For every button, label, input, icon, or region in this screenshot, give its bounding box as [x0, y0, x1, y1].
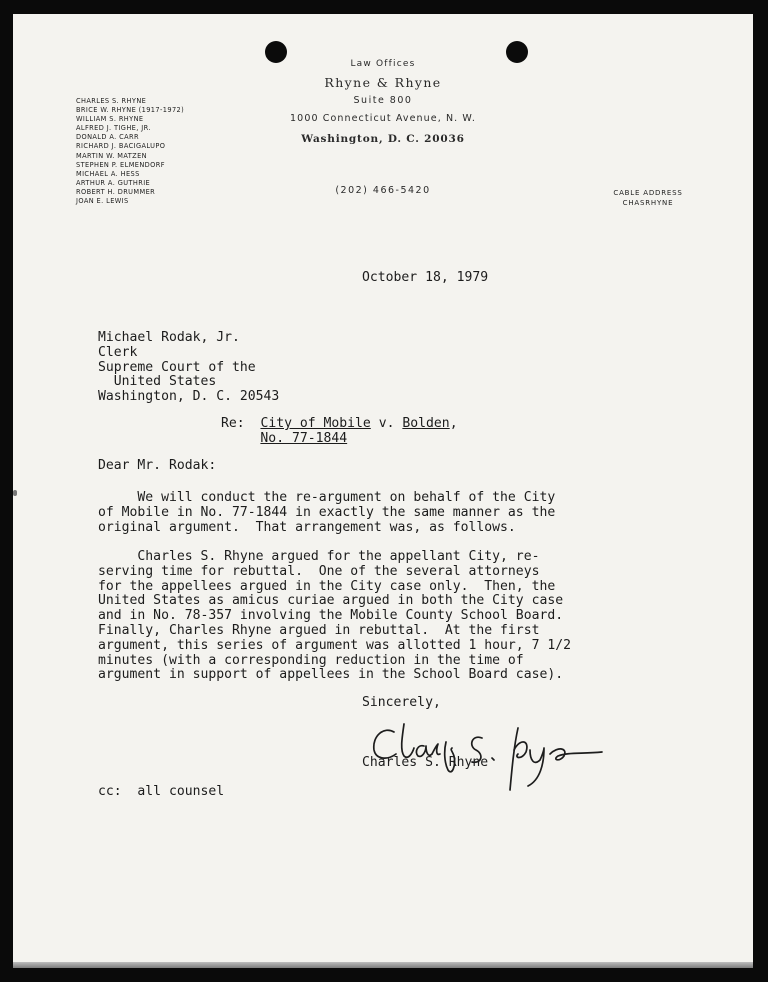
body-line: and in No. 78-357 involving the Mobile County School Board.	[98, 608, 564, 624]
attorney-name: WILLIAM S. RHYNE	[76, 115, 144, 124]
cable-address	[598, 188, 698, 208]
recipient-address	[98, 331, 279, 405]
attorney-name: JOAN E. LEWIS	[76, 197, 129, 206]
body-line: argument in support of appellees in the School Board case).	[98, 667, 564, 683]
recipient-line: Michael Rodak, Jr.	[98, 330, 240, 345]
re-label: Re:	[221, 416, 245, 431]
signer-name: Charles S. Rhyne	[362, 755, 489, 770]
letterhead-firm-name: Rhyne & Rhyne	[324, 75, 442, 90]
body-paragraph-1	[98, 491, 555, 535]
salutation: Dear Mr. Rodak:	[98, 458, 217, 473]
body-line: We will conduct the re-argument on behalf of the City	[98, 490, 556, 505]
body-line: Charles S. Rhyne argued for the appellant City, re-	[98, 549, 540, 564]
re-case-number: No. 77-1844	[260, 430, 348, 446]
recipient-line: United States	[98, 374, 217, 390]
re-line: Re: City of Mobile v. Bolden, No. 77-1844	[221, 416, 458, 446]
cable-address-value: CHASRHYNE	[622, 199, 674, 207]
body-line: United States as amicus curiae argued in both the City case	[98, 593, 564, 609]
body-line: original argument. That arrangement was, as follows.	[98, 519, 516, 535]
recipient-line: Supreme Court of the	[98, 359, 256, 375]
letterhead-address: 1000 Connecticut Avenue, N. W.	[290, 113, 476, 124]
closing: Sincerely,	[362, 695, 441, 710]
attorney-name: RICHARD J. BACIGALUPO	[76, 142, 166, 151]
paper-edge-shadow	[13, 962, 753, 968]
paper-speck	[13, 490, 17, 496]
attorney-name: MICHAEL A. HESS	[76, 169, 140, 178]
body-line: serving time for rebuttal. One of the several attorneys	[98, 563, 540, 579]
body-line: of Mobile in No. 77-1844 in exactly the same manner as the	[98, 504, 556, 520]
attorney-name: BRICE W. RHYNE (1917-1972)	[76, 106, 185, 115]
letterhead-city: Washington, D. C. 20036	[301, 133, 465, 145]
letter-page	[13, 14, 753, 964]
letterhead-suite: Suite 800	[353, 95, 413, 106]
cc-line: cc: all counsel	[98, 784, 225, 799]
attorney-name: ROBERT H. DRUMMER	[76, 187, 156, 196]
letterhead-phone: (202) 466-5420	[335, 185, 431, 196]
body-line: argument, this series of argument was allotted 1 hour, 7 1/2	[98, 637, 571, 653]
attorney-name: STEPHEN P. ELMENDORF	[76, 160, 165, 169]
attorney-name: ALFRED J. TIGHE, JR.	[76, 124, 151, 133]
body-paragraph-2	[98, 550, 571, 683]
attorney-name: MARTIN W. MATZEN	[76, 151, 147, 160]
body-line: Finally, Charles Rhyne argued in rebuttal. At the first	[98, 622, 540, 638]
letter-date: October 18, 1979	[362, 270, 489, 285]
attorney-name: CHARLES S. RHYNE	[76, 97, 147, 105]
re-case-name-b: Bolden	[402, 416, 450, 431]
attorney-name: ARTHUR A. GUTHRIE	[76, 178, 151, 187]
re-versus: v.	[378, 416, 395, 431]
body-line: minutes (with a corresponding reduction in the time of	[98, 652, 524, 668]
re-case-name-a: City of Mobile	[260, 416, 371, 431]
recipient-line: Clerk	[98, 344, 138, 360]
letterhead-offices: Law Offices	[350, 59, 416, 69]
recipient-line: Washington, D. C. 20543	[98, 389, 280, 405]
attorney-name: DONALD A. CARR	[76, 133, 140, 142]
body-line: for the appellees argued in the City case only. Then, the	[98, 578, 556, 594]
cable-address-label: CABLE ADDRESS	[613, 189, 683, 197]
